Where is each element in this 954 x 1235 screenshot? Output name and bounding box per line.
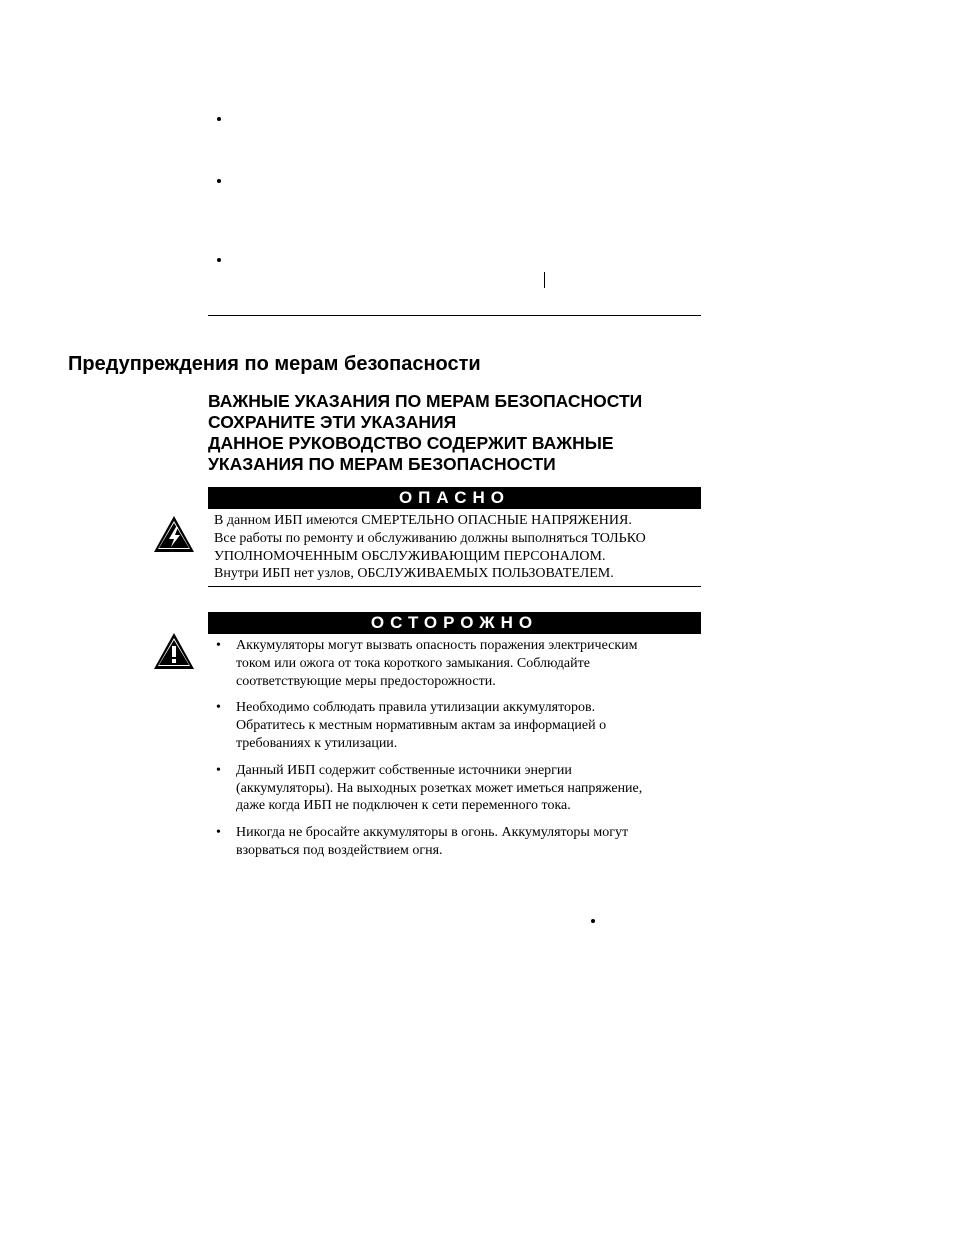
item-line: даже когда ИБП не подключен к сети переменного тока. [236,798,571,814]
important-line: УКАЗАНИЯ ПО МЕРАМ БЕЗОПАСНОСТИ [208,454,556,474]
bullet-mark [217,117,221,121]
item-line: Данный ИБП содержит собственные источники энергии [236,762,572,778]
bullet: • [216,638,221,653]
item-line: Обратитесь к местным нормативным актам за информацией о [236,718,607,734]
list-item [208,637,708,690]
bullet: • [216,762,221,778]
list-item [208,824,708,860]
change-bar [544,272,545,288]
item-line: (аккумуляторы). На выходных розетках может иметься напряжение, [236,780,643,796]
item-line: Никогда не бросайте аккумуляторы в огонь. Аккумуляторы могут [236,825,629,841]
bullet-mark [591,919,595,923]
bullet-mark [217,179,221,183]
important-line: ДАННОЕ РУКОВОДСТВО СОДЕРЖИТ ВАЖНЫЕ [208,433,614,453]
list-item [208,699,708,752]
divider [208,315,701,316]
danger-line: Внутри ИБП нет узлов, ОБСЛУЖИВАЕМЫХ ПОЛЬЗОВАТЕЛЕМ. [214,566,614,582]
danger-line: УПОЛНОМОЧЕННЫМ ОБСЛУЖИВАЮЩИМ ПЕРСОНАЛОМ. [214,548,606,564]
bullet: • [216,825,221,841]
bullet-mark [217,258,221,262]
danger-line: В данном ИБП имеются СМЕРТЕЛЬНО ОПАСНЫЕ НАПРЯЖЕНИЯ. [214,513,632,528]
danger-header: ОПАСНО [208,487,701,509]
important-line: ВАЖНЫЕ УКАЗАНИЯ ПО МЕРАМ БЕЗОПАСНОСТИ [208,391,643,411]
item-line: Необходимо соблюдать правила утилизации аккумуляторов. [236,700,596,716]
warning-exclamation-icon [152,631,196,671]
caution-header: ОСТОРОЖНО [208,612,701,634]
bullet: • [216,700,221,716]
important-line: СОХРАНИТЕ ЭТИ УКАЗАНИЯ [208,412,457,432]
list-item [208,762,708,815]
item-line: соответствующие меры предосторожности. [236,673,496,689]
danger-line: Все работы по ремонту и обслуживанию должны выполняться ТОЛЬКО [214,530,646,546]
item-line: Аккумуляторы могут вызвать опасность поражения электрическим [236,638,638,653]
important-notice [208,391,701,475]
item-line: взорваться под воздействием огня. [236,842,443,858]
electric-shock-icon [152,514,196,554]
danger-text [214,512,706,583]
item-line: требованиях к утилизации. [236,735,398,751]
caution-list [208,637,708,869]
section-title: Предупреждения по мерам безопасности [68,353,481,375]
item-line: током или ожога от тока короткого замыкания. Соблюдайте [236,655,590,671]
divider [208,586,701,587]
